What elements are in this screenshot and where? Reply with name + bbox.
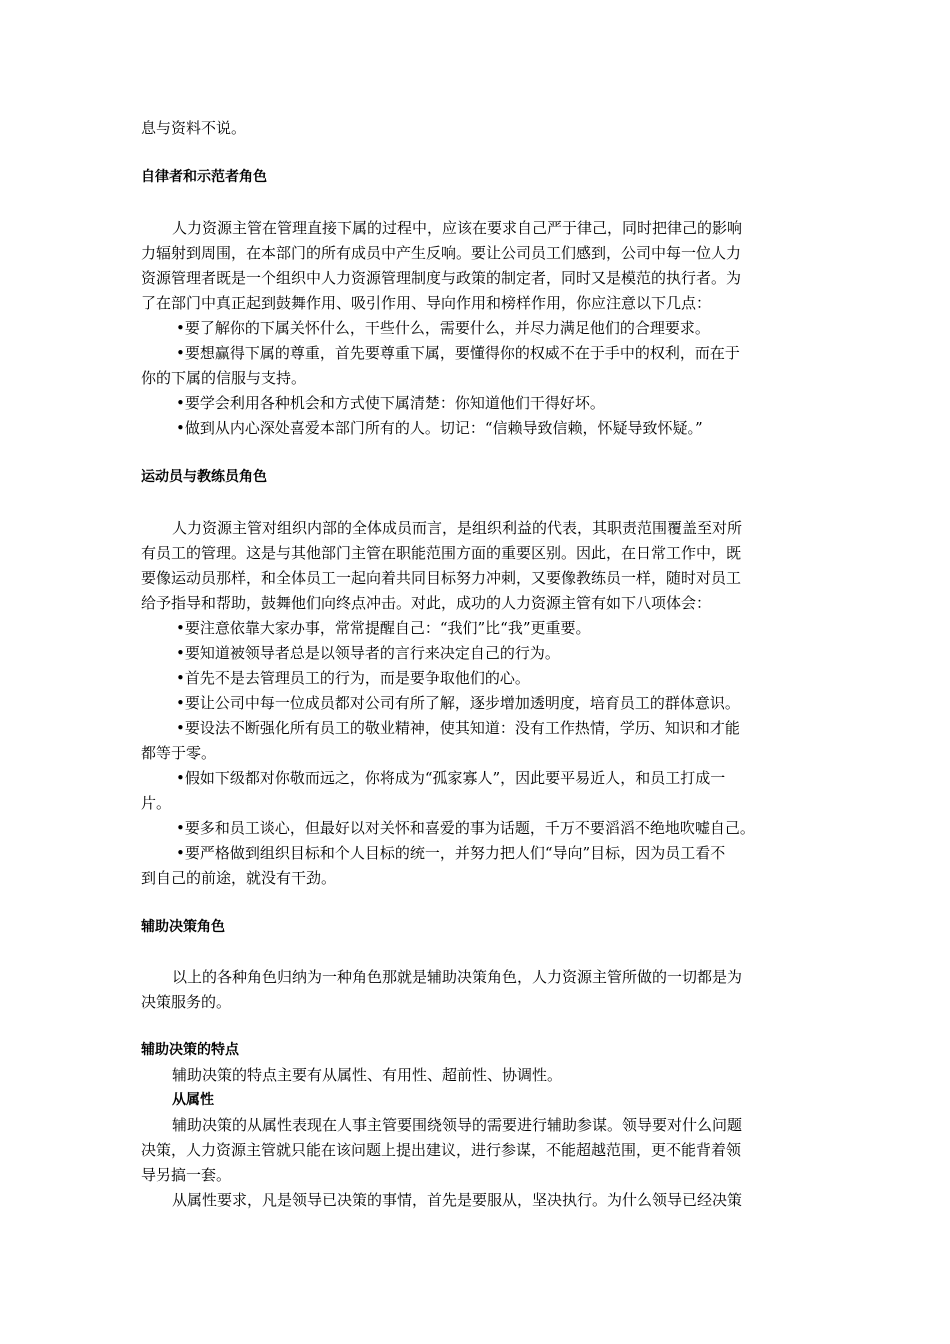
subsection-heading: 从属性	[172, 1092, 214, 1108]
bullet-item: •假如下级都对你敬而远之，你将成为“孤家寡人”，因此要平易近人，和员工打成一	[176, 769, 726, 787]
paragraph-line: 以上的各种角色归纳为一种角色那就是辅助决策角色，人力资源主管所做的一切都是为	[172, 968, 743, 986]
paragraph-line: 决策服务的。	[141, 993, 232, 1011]
paragraph-line: 辅助决策的特点主要有从属性、有用性、超前性、协调性。	[172, 1066, 563, 1084]
section-heading: 运动员与教练员角色	[141, 469, 267, 485]
paragraph-line: 人力资源主管对组织内部的全体成员而言，是组织利益的代表，其职责范围覆盖至对所	[172, 519, 743, 537]
paragraph-line: 你的下属的信服与支持。	[141, 369, 307, 387]
bullet-item: •要设法不断强化所有员工的敬业精神，使其知道：没有工作热情，学历、知识和才能	[176, 719, 740, 737]
bullet-item: •要想赢得下属的尊重，首先要尊重下属，要懂得你的权威不在于手中的权利，而在于	[176, 344, 740, 362]
paragraph-line: 了在部门中真正起到鼓舞作用、吸引作用、导向作用和榜样作用，你应注意以下几点：	[141, 294, 712, 312]
paragraph-line: 导另搞一套。	[141, 1166, 232, 1184]
bullet-item: •要学会利用各种机会和方式使下属清楚：你知道他们干得好坏。	[176, 394, 605, 412]
bullet-item: •要多和员工谈心，但最好以对关怀和喜爱的事为话题，千万不要滔滔不绝地吹嘘自己。	[176, 819, 755, 837]
bullet-item: •要注意依靠大家办事，常常提醒自己：“我们”比“我”更重要。	[176, 619, 591, 637]
paragraph-line: 要像运动员那样，和全体员工一起向着共同目标努力冲刺，又要像教练员一样，随时对员工	[141, 569, 742, 587]
paragraph-line: 都等于零。	[141, 744, 217, 762]
paragraph-line: 到自己的前途，就没有干劲。	[141, 869, 337, 887]
bullet-item: •首先不是去管理员工的行为，而是要争取他们的心。	[176, 669, 530, 687]
paragraph-line: 决策，人力资源主管就只能在该问题上提出建议，进行参谋，不能超越范围，更不能背着领	[141, 1141, 742, 1159]
paragraph-line: 片。	[141, 794, 172, 812]
paragraph-line: 有员工的管理。这是与其他部门主管在职能范围方面的重要区别。因此，在日常工作中，既	[141, 544, 742, 562]
paragraph-line: 资源管理者既是一个组织中人力资源管理制度与政策的制定者，同时又是模范的执行者。为	[141, 269, 742, 287]
section-heading: 辅助决策的特点	[141, 1042, 239, 1058]
paragraph-line: 辅助决策的从属性表现在人事主管要围绕领导的需要进行辅助参谋。领导要对什么问题	[172, 1116, 743, 1134]
paragraph-line: 给予指导和帮助，鼓舞他们向终点冲击。对此，成功的人力资源主管有如下八项体会：	[141, 594, 712, 612]
section-heading: 辅助决策角色	[141, 919, 225, 935]
bullet-item: •要知道被领导者总是以领导者的言行来决定自己的行为。	[176, 644, 560, 662]
bullet-item: •做到从内心深处喜爱本部门所有的人。切记：“信赖导致信赖，怀疑导致怀疑。”	[176, 419, 703, 437]
bullet-item: •要让公司中每一位成员都对公司有所了解，逐步增加透明度，培育员工的群体意识。	[176, 694, 740, 712]
paragraph-line: 从属性要求，凡是领导已决策的事情，首先是要服从，坚决执行。为什么领导已经决策	[172, 1191, 743, 1209]
bullet-item: •要严格做到组织目标和个人目标的统一，并努力把人们“导向”目标，因为员工看不	[176, 844, 726, 862]
section-heading: 自律者和示范者角色	[141, 169, 267, 185]
bullet-item: •要了解你的下属关怀什么，干些什么，需要什么，并尽力满足他们的合理要求。	[176, 319, 710, 337]
paragraph-line: 力辐射到周围，在本部门的所有成员中产生反响。要让公司员工们感到，公司中每一位人力	[141, 244, 742, 262]
paragraph-line: 人力资源主管在管理直接下属的过程中，应该在要求自己严于律己，同时把律己的影响	[172, 219, 743, 237]
paragraph-line: 息与资料不说。	[141, 119, 247, 137]
